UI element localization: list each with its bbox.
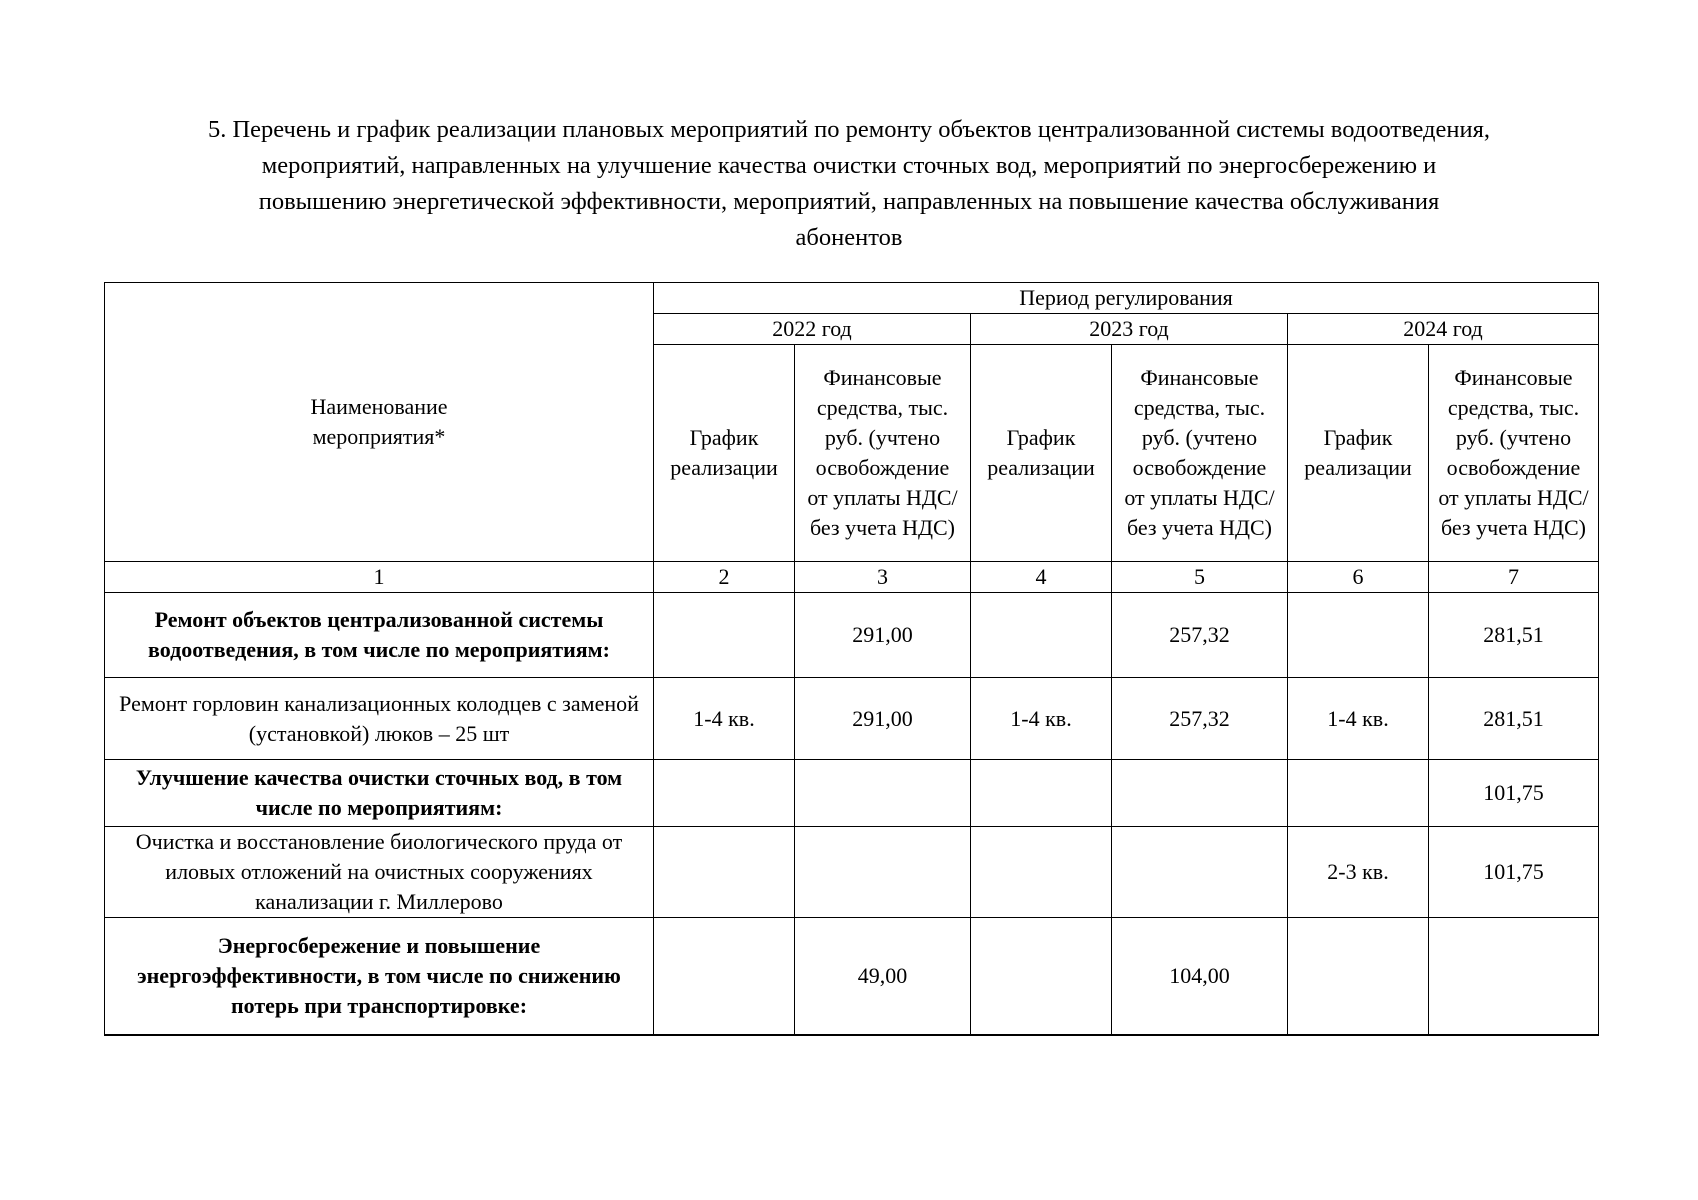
activities-table [104, 282, 1599, 1036]
page-title [100, 112, 1598, 256]
column-number: 2 [654, 562, 795, 593]
period-header: Период регулирования [654, 283, 1599, 314]
schedule-cell [654, 760, 795, 827]
page-title-line: повышению энергетической эффективности, мероприятий, направленных на повышение качества обслуживания [258, 188, 1440, 215]
column-number: 3 [795, 562, 971, 593]
table-row [105, 918, 1599, 1035]
finance-cell: 281,51 [1429, 593, 1599, 678]
year-header: 2023 год [971, 314, 1288, 345]
activity-name: Энергосбережение и повышение энергоэффективности, в том числе по снижению потерь при транспортировке: [105, 918, 654, 1035]
finance-cell [795, 827, 971, 918]
column-header-finance: Финансовые средства, тыс. руб. (учтено освобождение от уплаты НДС/без учета НДС) [1429, 345, 1599, 562]
year-header: 2022 год [654, 314, 971, 345]
page-title-line: абонентов [795, 224, 903, 251]
schedule-cell [654, 918, 795, 1035]
page-title-line: мероприятий, направленных на улучшение качества очистки сточных вод, мероприятий по энергосбережению и [261, 152, 1437, 179]
finance-cell: 257,32 [1112, 678, 1288, 760]
schedule-cell: 1-4 кв. [654, 678, 795, 760]
schedule-cell: 2-3 кв. [1288, 827, 1429, 918]
column-number: 6 [1288, 562, 1429, 593]
column-header-schedule: График реализации [971, 345, 1112, 562]
column-number: 4 [971, 562, 1112, 593]
schedule-cell: 1-4 кв. [971, 678, 1112, 760]
finance-cell [795, 760, 971, 827]
table-row [105, 827, 1599, 918]
finance-cell [1429, 918, 1599, 1035]
schedule-cell [971, 827, 1112, 918]
schedule-cell [1288, 593, 1429, 678]
column-number: 5 [1112, 562, 1288, 593]
column-header-finance: Финансовые средства, тыс. руб. (учтено освобождение от уплаты НДС/без учета НДС) [795, 345, 971, 562]
finance-cell: 281,51 [1429, 678, 1599, 760]
finance-cell: 104,00 [1112, 918, 1288, 1035]
schedule-cell: 1-4 кв. [1288, 678, 1429, 760]
schedule-cell [1288, 918, 1429, 1035]
finance-cell: 291,00 [795, 678, 971, 760]
schedule-cell [1288, 760, 1429, 827]
activity-name: Ремонт горловин канализационных колодцев с заменой (установкой) люков – 25 шт [105, 678, 654, 760]
column-header-finance: Финансовые средства, тыс. руб. (учтено освобождение от уплаты НДС/без учета НДС) [1112, 345, 1288, 562]
table-row [105, 678, 1599, 760]
activity-name: Очистка и восстановление биологического пруда от иловых отложений на очистных сооружениях канализации г. Миллерово [105, 827, 654, 918]
column-header-schedule: График реализации [1288, 345, 1429, 562]
schedule-cell [654, 827, 795, 918]
finance-cell: 101,75 [1429, 760, 1599, 827]
finance-cell: 291,00 [795, 593, 971, 678]
finance-cell: 257,32 [1112, 593, 1288, 678]
table-row [105, 760, 1599, 827]
finance-cell [1112, 827, 1288, 918]
activity-name: Ремонт объектов централизованной системы водоотведения, в том числе по мероприятиям: [105, 593, 654, 678]
column-header-name: Наименование мероприятия* [105, 283, 654, 562]
schedule-cell [654, 593, 795, 678]
column-header-schedule: График реализации [654, 345, 795, 562]
finance-cell [1112, 760, 1288, 827]
page-title-line: 5. Перечень и график реализации плановых мероприятий по ремонту объектов централизованной системы водоотведения, [207, 116, 1491, 143]
column-number: 1 [105, 562, 654, 593]
schedule-cell [971, 918, 1112, 1035]
schedule-cell [971, 760, 1112, 827]
schedule-cell [971, 593, 1112, 678]
table-row [105, 593, 1599, 678]
finance-cell: 101,75 [1429, 827, 1599, 918]
finance-cell: 49,00 [795, 918, 971, 1035]
activity-name: Улучшение качества очистки сточных вод, в том числе по мероприятиям: [105, 760, 654, 827]
column-number: 7 [1429, 562, 1599, 593]
year-header: 2024 год [1288, 314, 1599, 345]
